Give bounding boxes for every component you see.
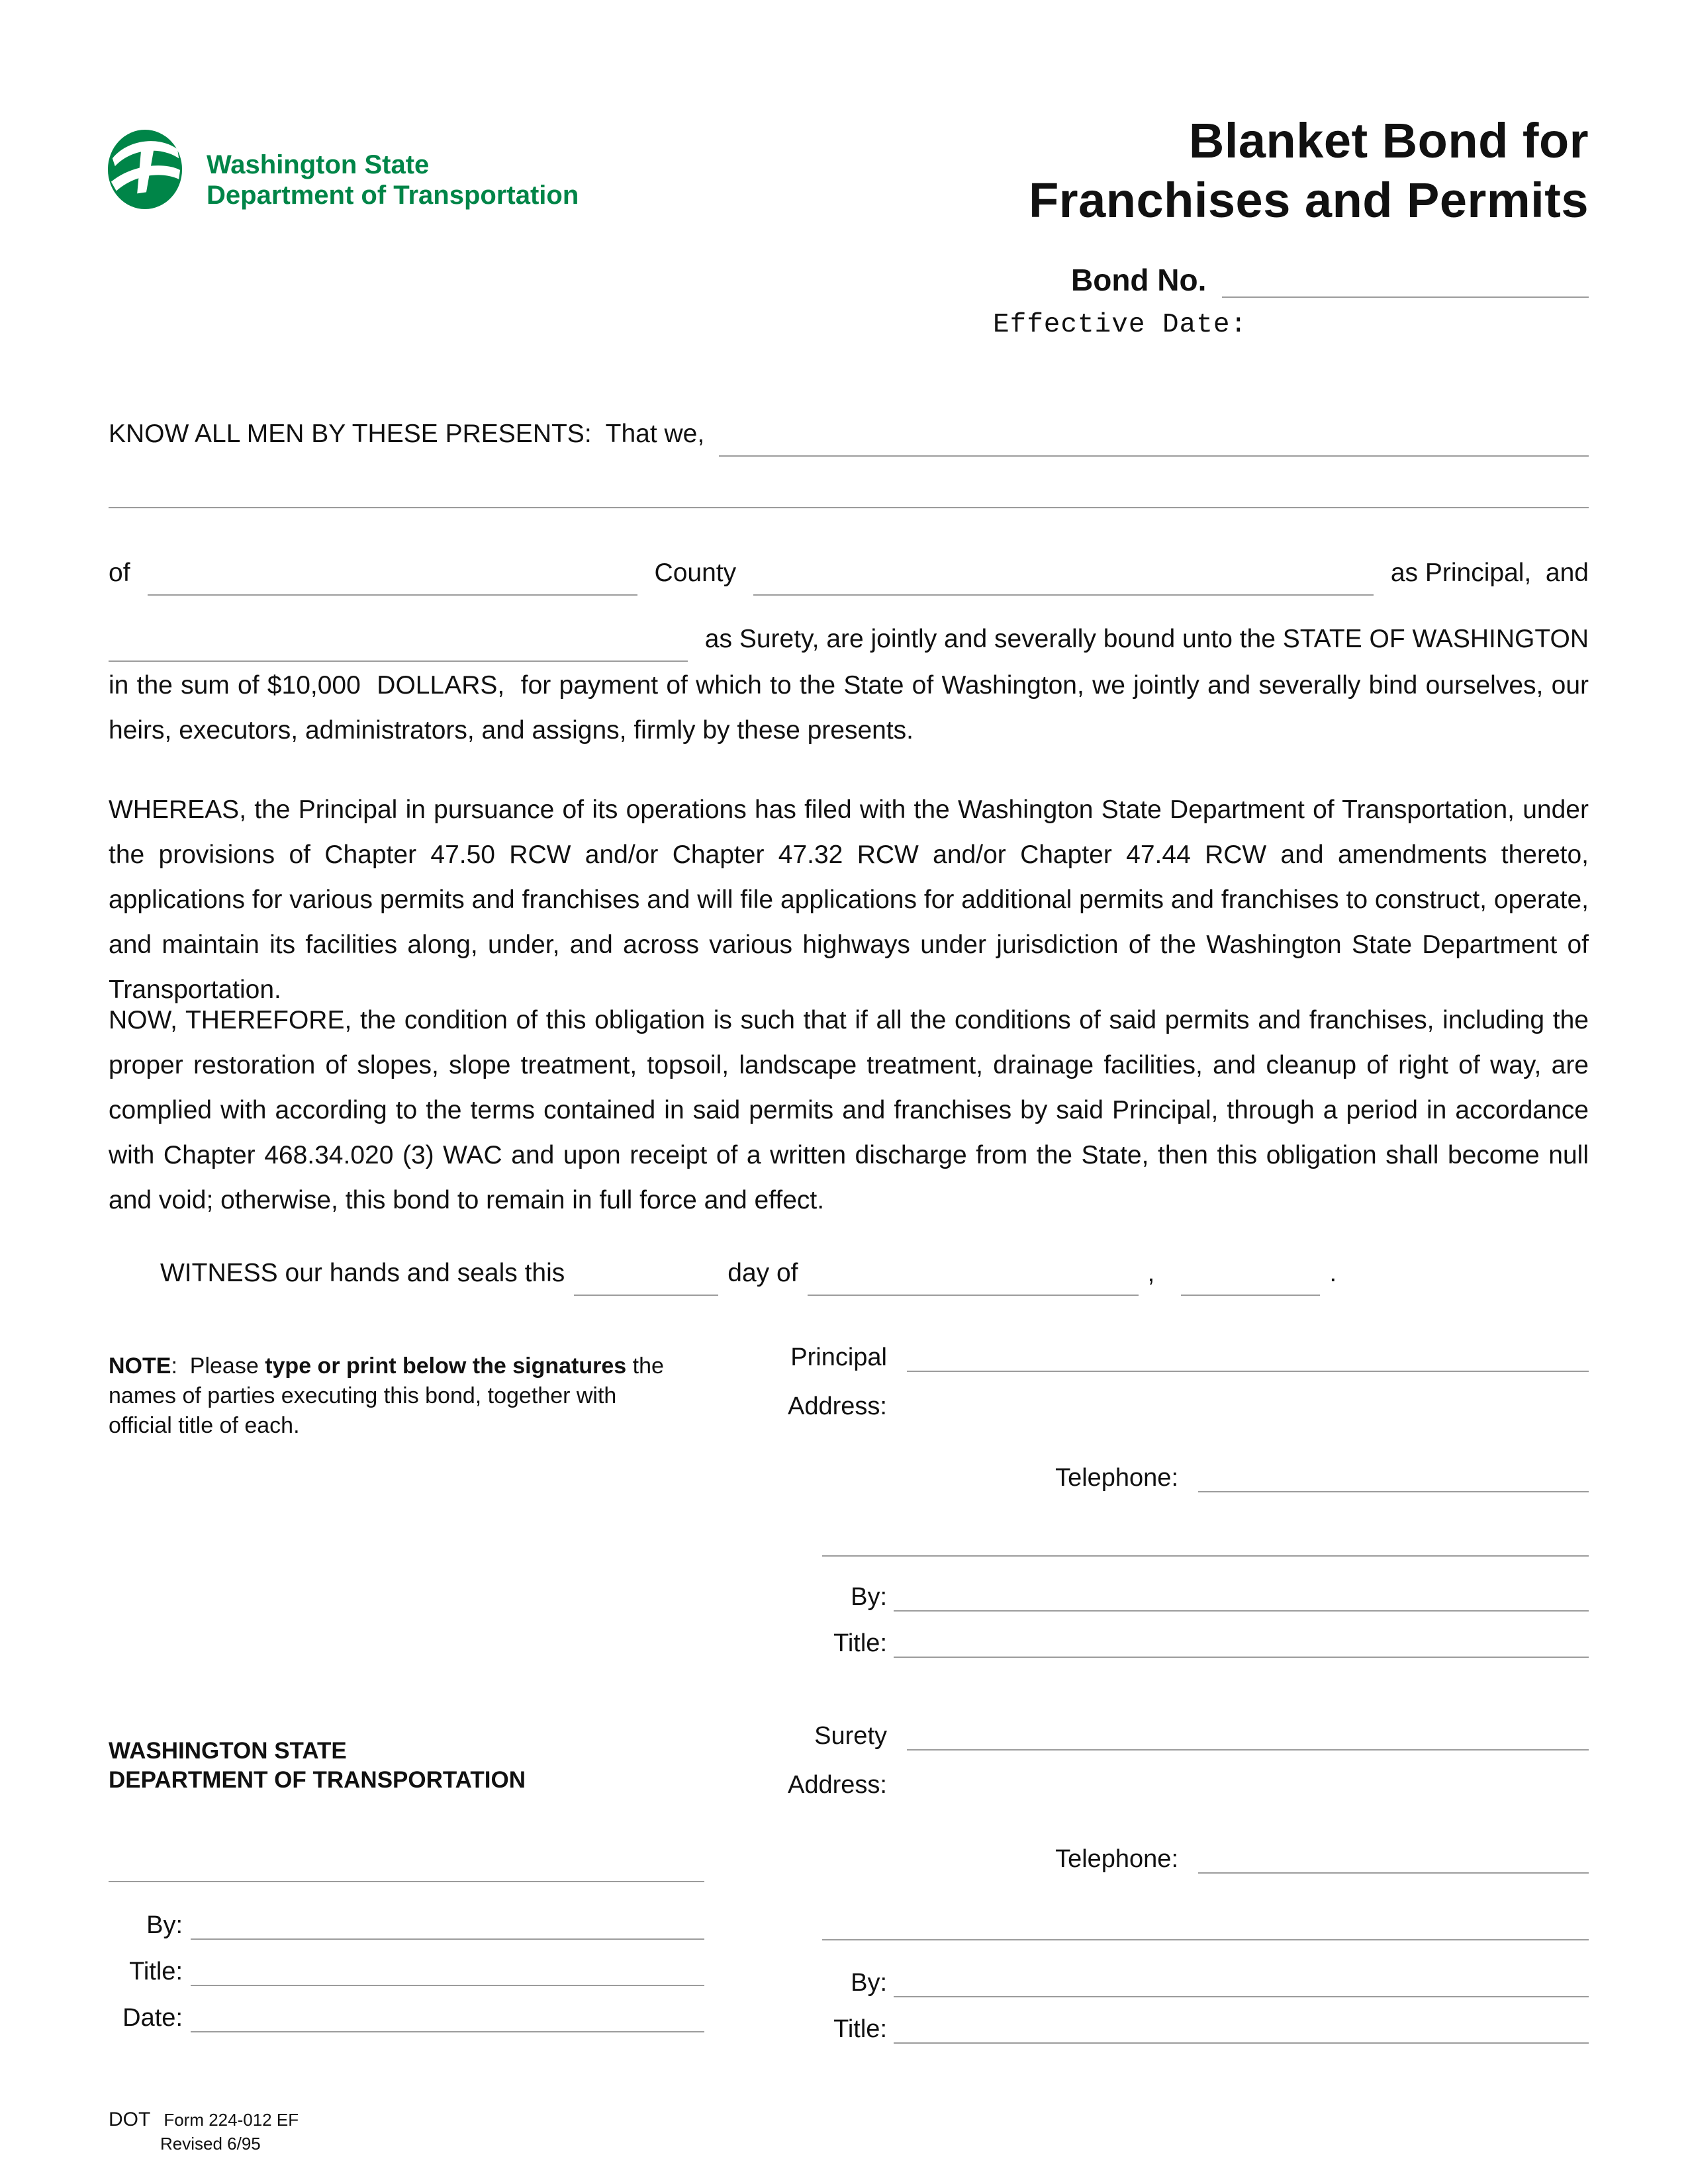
continuation-field[interactable] — [109, 507, 1589, 508]
footer-form-id — [109, 2109, 299, 2131]
note-bold-text: type or print below the signatures — [265, 1353, 627, 1379]
department-date-label: Date: — [122, 2004, 183, 2032]
county-field[interactable] — [753, 570, 1374, 596]
department-signature-field[interactable] — [109, 1881, 704, 1882]
surety-by-row — [784, 1969, 1589, 1997]
that-we-field[interactable] — [719, 431, 1589, 457]
witness-day-field[interactable] — [574, 1270, 718, 1296]
agency-name-line1: Washington State — [207, 150, 430, 179]
sum-paragraph: in the sum of $10,000 DOLLARS, for payment of which to the State of Washington, we jointly and severally bind ourselves, our heirs, executors, administrators, and assigns, firmly by these presents. — [109, 671, 1589, 745]
principal-title-field[interactable] — [894, 1633, 1589, 1658]
header-logo-group — [106, 127, 579, 215]
department-block — [109, 1737, 526, 1795]
witness-period: . — [1329, 1259, 1337, 1287]
principal-title-row — [784, 1629, 1589, 1658]
principal-telephone-label: Telephone: — [1055, 1464, 1178, 1492]
principal-name-field[interactable] — [907, 1347, 1589, 1372]
department-date-row — [109, 2004, 704, 2032]
surety-address-label: Address: — [788, 1771, 887, 1799]
whereas-paragraph: WHEREAS, the Principal in pursuance of its operations has filed with the Washington State Department of Transportation, under the provisions of Chapter 47.50 RCW and/or Chapter 47.32 RCW and/or Chapter 47.44 RCW and amendments thereto, applications for various permits and franchises and will file applications for additional permits and franchises to construct, operate, and maintain its facilities along, under, and across various highways under jurisdiction of the Washington State Department of Transportation. — [109, 796, 1589, 1004]
form-title — [662, 111, 1589, 230]
surety-label: Surety — [814, 1722, 887, 1750]
footer-revised-text: Revised 6/95 — [160, 2134, 261, 2154]
witness-day-of-text: day of — [727, 1259, 798, 1287]
effective-date-label: Effective Date: — [993, 310, 1248, 340]
form-title-line2: Franchises and Permits — [1029, 173, 1589, 228]
principal-by-row — [784, 1583, 1589, 1612]
principal-by-field[interactable] — [894, 1586, 1589, 1612]
note-block — [109, 1351, 665, 1441]
form-title-line1: Blanket Bond for — [1188, 113, 1589, 168]
bond-no-row — [1071, 262, 1589, 298]
note-label: NOTE — [109, 1353, 171, 1379]
department-title-field[interactable] — [191, 1961, 704, 1986]
principal-row — [784, 1343, 1589, 1372]
principal-telephone-field[interactable] — [1198, 1467, 1589, 1492]
agency-name — [207, 132, 579, 210]
surety-signature-field[interactable] — [822, 1939, 1589, 1940]
bond-no-field[interactable] — [1222, 287, 1589, 298]
surety-clause-text: as Surety, are jointly and severally bound unto the STATE OF WASHINGTON — [704, 625, 1589, 653]
surety-by-field[interactable] — [894, 1972, 1589, 1997]
department-by-row — [109, 1911, 704, 1940]
surety-title-label: Title: — [833, 2015, 887, 2043]
footer-dot-text: DOT — [109, 2109, 151, 2130]
principal-signature-field[interactable] — [822, 1555, 1589, 1557]
of-county-row — [109, 551, 1589, 596]
department-date-field[interactable] — [191, 2007, 704, 2032]
surety-sig-row — [784, 1722, 1589, 1751]
surety-by-label: By: — [851, 1969, 887, 1997]
agency-name-line2: Department of Transportation — [207, 180, 579, 210]
note-rest-text: the names of parties executing this bond, together with official title of each. — [109, 1353, 664, 1438]
principal-title-label: Title: — [833, 1629, 887, 1657]
department-by-label: By: — [146, 1911, 183, 1939]
surety-title-field[interactable] — [894, 2019, 1589, 2044]
principal-of-field[interactable] — [148, 570, 637, 596]
witness-prefix-text: WITNESS our hands and seals this — [160, 1259, 565, 1287]
principal-telephone-row — [784, 1464, 1589, 1492]
wsdot-logo-icon — [106, 127, 184, 215]
witness-comma: , — [1147, 1259, 1155, 1287]
surety-telephone-row — [784, 1845, 1589, 1874]
department-title-row — [109, 1958, 704, 1986]
county-label: County — [654, 559, 737, 587]
as-principal-text: as Principal, and — [1390, 559, 1589, 587]
surety-telephone-label: Telephone: — [1055, 1845, 1178, 1873]
principal-address-label: Address: — [788, 1392, 887, 1420]
surety-title-row — [784, 2015, 1589, 2044]
bond-no-label: Bond No. — [1071, 263, 1207, 297]
surety-telephone-field[interactable] — [1198, 1848, 1589, 1874]
surety-sig-name-field[interactable] — [907, 1725, 1589, 1751]
department-by-field[interactable] — [191, 1915, 704, 1940]
witness-row — [160, 1251, 1378, 1296]
of-label: of — [109, 559, 130, 587]
footer-form-number: Form 224-012 EF — [164, 2110, 299, 2130]
witness-month-field[interactable] — [808, 1270, 1139, 1296]
principal-label: Principal — [790, 1343, 887, 1371]
note-sep: : Please — [171, 1353, 265, 1379]
know-all-text: KNOW ALL MEN BY THESE PRESENTS: That we, — [109, 420, 705, 448]
witness-year-field[interactable] — [1181, 1270, 1320, 1296]
department-title-label: Title: — [129, 1958, 183, 1985]
department-line1: WASHINGTON STATE — [109, 1738, 347, 1764]
know-all-row — [109, 412, 1589, 457]
now-therefore-paragraph: NOW, THEREFORE, the condition of this obligation is such that if all the conditions of said permits and franchises, including the proper restoration of slopes, slope treatment, topsoil, landscape treatment, drainage facilities, and cleanup of right of way, are complied with according to the terms contained in said permits and franchises by said Principal, through a period in accordance with Chapter 468.34.020 (3) WAC and upon receipt of a written discharge from the State, then this obligation shall become null and void; otherwise, this bond to remain in full force and effect. — [109, 1006, 1589, 1214]
surety-row — [109, 617, 1589, 662]
principal-by-label: By: — [851, 1583, 887, 1611]
department-line2: DEPARTMENT OF TRANSPORTATION — [109, 1767, 526, 1793]
surety-name-field[interactable] — [109, 636, 688, 662]
